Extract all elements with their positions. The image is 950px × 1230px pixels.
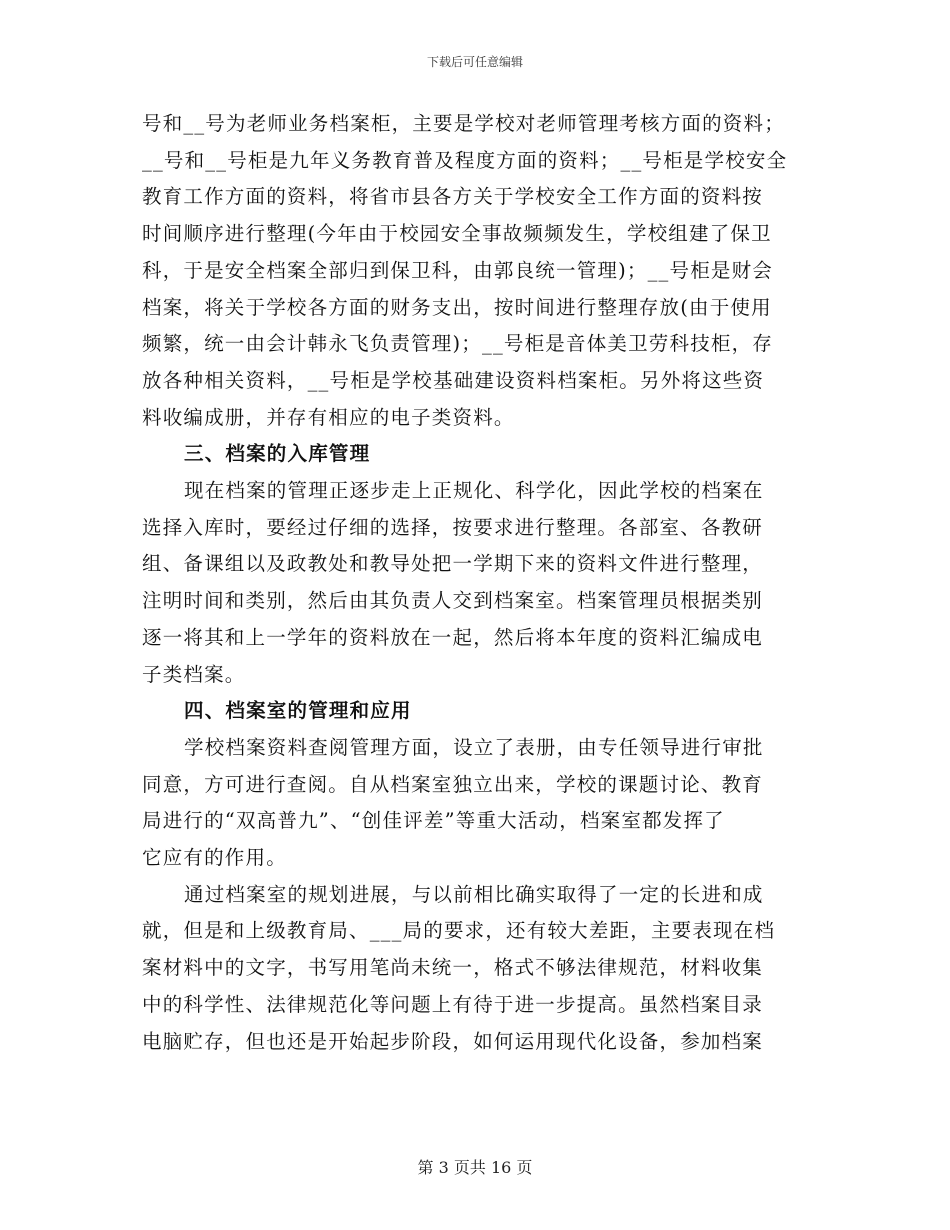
page-header: 下载后可任意编辑 xyxy=(426,55,523,69)
text-line: 局进行的“双高普九”、“创佳评差”等重大活动，档案室都发挥了 xyxy=(142,809,725,833)
paragraph-progress-summary xyxy=(142,877,808,1061)
text-line: 放各种相关资料，__号柜是学校基础建设资料档案柜。另外将这些资 xyxy=(142,368,765,392)
text-line: 子类档案。 xyxy=(142,662,246,686)
document-body xyxy=(142,106,808,1060)
page-number-footer: 第 3 页共 16 页 xyxy=(417,1158,533,1177)
text-line: 料收编成册，并存有相应的电子类资料。 xyxy=(142,405,515,429)
text-line: 现在档案的管理正逐步走上正规化、科学化，因此学校的档案在 xyxy=(184,479,764,503)
text-line: 通过档案室的规划进展，与以前相比确实取得了一定的长进和成 xyxy=(184,882,764,906)
heading-text: 三、档案的入库管理 xyxy=(184,442,371,466)
paragraph-archive-cabinets xyxy=(142,106,808,436)
text-line: 注明时间和类别，然后由其负责人交到档案室。档案管理员根据类别 xyxy=(142,589,764,613)
text-line: 电脑贮存，但也还是开始起步阶段，如何运用现代化设备，参加档案 xyxy=(142,1029,764,1053)
text-line: 科，于是安全档案全部归到保卫科，由郭良统一管理)；__号柜是财会 xyxy=(142,258,774,282)
text-line: 案材料中的文字，书写用笔尚未统一，格式不够法律规范，材料收集 xyxy=(142,956,764,980)
text-line: 逐一将其和上一学年的资料放在一起，然后将本年度的资料汇编成电 xyxy=(142,625,764,649)
section-heading-3 xyxy=(142,436,808,473)
section-heading-4 xyxy=(142,693,808,730)
text-line: 号和__号为老师业务档案柜，主要是学校对老师管理考核方面的资料； xyxy=(142,112,785,135)
text-line: 中的科学性、法律规范化等问题上有待于进一步提高。虽然档案目录 xyxy=(142,992,764,1016)
text-line: 学校档案资料查阅管理方面，设立了表册，由专任领导进行审批 xyxy=(184,735,764,759)
text-line: 它应有的作用。 xyxy=(142,846,287,870)
text-line: 教育工作方面的资料，将省市县各方关于学校安全工作方面的资料按 xyxy=(142,185,764,209)
text-line: 档案，将关于学校各方面的财务支出，按时间进行整理存放(由于使用 xyxy=(142,295,772,319)
text-line: 组、备课组以及政教处和教导处把一学期下来的资料文件进行整理， xyxy=(142,552,764,576)
text-line: 就，但是和上级教育局、___局的要求，还有较大差距，主要表现在档 xyxy=(142,919,776,943)
text-line: 频繁，统一由会计韩永飞负责管理)；__号柜是音体美卫劳科技柜，存 xyxy=(142,332,774,356)
heading-text: 四、档案室的管理和应用 xyxy=(184,699,412,723)
text-line: __号和__号柜是九年义务教育普及程度方面的资料；__号柜是学校安全 xyxy=(142,148,788,172)
paragraph-archive-usage xyxy=(142,730,808,877)
text-line: 时间顺序进行整理(今年由于校园安全事故频频发生，学校组建了保卫 xyxy=(142,222,772,246)
text-line: 选择入库时，要经过仔细的选择，按要求进行整理。各部室、各教研 xyxy=(142,515,764,539)
text-line: 同意，方可进行查阅。自从档案室独立出来，学校的课题讨论、教育 xyxy=(142,772,764,796)
paragraph-archive-intake xyxy=(142,473,808,693)
